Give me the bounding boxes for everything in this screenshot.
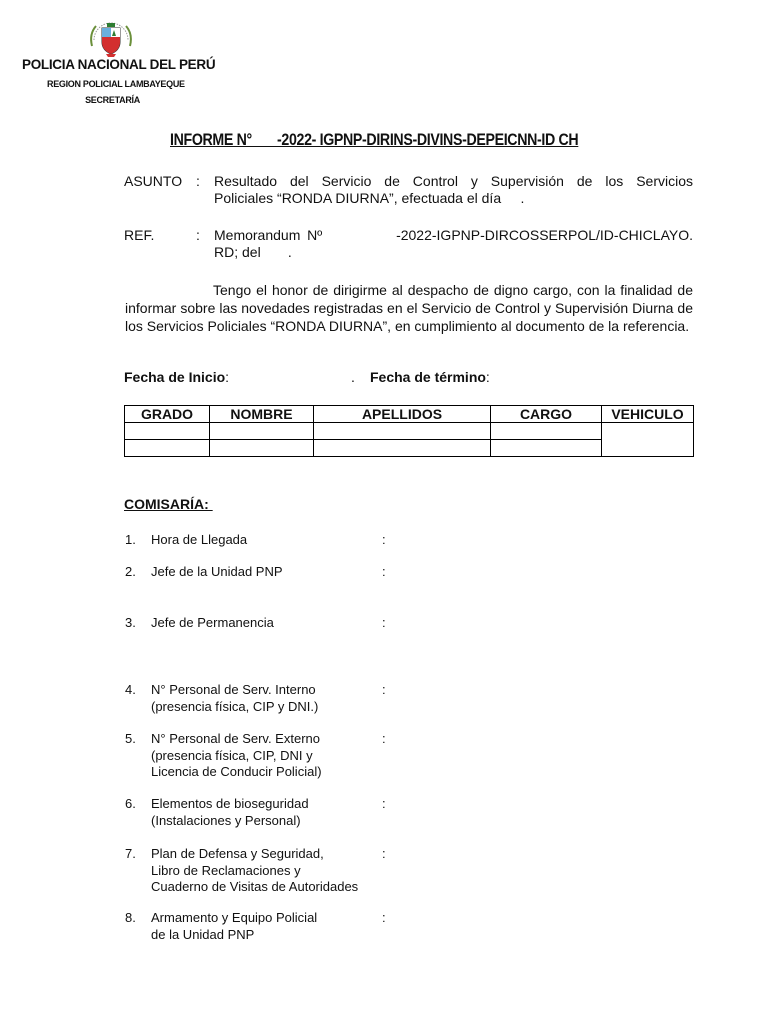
item-line: (presencia física, CIP y DNI.)	[151, 698, 319, 714]
col-grado: GRADO	[125, 406, 210, 423]
asunto-colon: :	[196, 173, 200, 189]
date-row	[124, 369, 229, 385]
item-number: 2.	[125, 564, 136, 579]
ref-colon: :	[196, 227, 200, 243]
peru-coat-of-arms-icon	[86, 10, 136, 60]
item-line: Libro de Reclamaciones y	[151, 862, 301, 878]
table-cell	[125, 440, 210, 457]
item-colon: :	[382, 731, 386, 746]
office-name: SECRETARÍA	[85, 95, 140, 105]
ref-label: REF.	[124, 227, 155, 243]
item-colon: :	[382, 910, 386, 925]
col-apellidos: APELLIDOS	[314, 406, 491, 423]
item-number: 5.	[125, 731, 136, 746]
item-line: (Instalaciones y Personal)	[151, 812, 301, 828]
item-text	[151, 682, 318, 715]
table-cell	[314, 423, 491, 440]
item-colon: :	[382, 796, 386, 811]
item-line: Armamento y Equipo Policial	[151, 910, 318, 925]
region-name: REGION POLICIAL LAMBAYEQUE	[47, 79, 185, 89]
col-vehiculo: VEHICULO	[602, 406, 694, 423]
end-date	[370, 369, 490, 385]
table-cell	[210, 423, 314, 440]
start-date-sep: :	[225, 369, 230, 385]
item-text	[151, 615, 274, 632]
item-text	[151, 846, 358, 896]
item-line: Plan de Defensa y Seguridad,	[151, 846, 324, 861]
table-cell	[125, 423, 210, 440]
item-line: Elementos de bioseguridad	[151, 796, 309, 811]
org-name: POLICIA NACIONAL DEL PERÚ	[22, 57, 216, 72]
item-colon: :	[382, 615, 386, 630]
ref-line-1: Memorandum Nº -2022-IGPNP-DIRCOSSERPOL/ID-CHICLAYO.	[214, 227, 693, 243]
personnel-table	[124, 405, 694, 457]
item-colon: :	[382, 564, 386, 579]
item-line: Jefe de la Unidad PNP	[151, 564, 283, 579]
asunto-line-1: Resultado del Servicio de Control y Supervisión de los Servicios	[214, 173, 693, 189]
comisaria-heading: COMISARÍA:	[124, 496, 213, 512]
item-text	[151, 910, 317, 943]
item-number: 8.	[125, 910, 136, 925]
report-title: INFORME N° -2022- IGPNP-DIRINS-DIVINS-DEPEICNN-ID CH	[170, 131, 579, 149]
item-colon: :	[382, 846, 386, 861]
asunto-label: ASUNTO	[124, 173, 183, 189]
start-date-label: Fecha de Inicio	[124, 369, 226, 385]
item-line: N° Personal de Serv. Externo	[151, 731, 320, 746]
item-line: Hora de Llegada	[151, 532, 248, 547]
body-paragraph: Tengo el honor de dirigirme al despacho de digno cargo, con la finalidad de informar sobre las novedades registradas en el Servicio de Control y Supervisión Diurna de los Servicios Policiales “RONDA DIURNA”, en cumplimiento al documento de la referencia.	[125, 282, 693, 334]
item-colon: :	[382, 532, 386, 547]
item-line: Cuaderno de Visitas de Autoridades	[151, 879, 359, 894]
ref-line-2: RD; del .	[214, 244, 292, 260]
table-header-row	[125, 406, 694, 423]
item-text	[151, 564, 283, 581]
table-cell-vehiculo	[602, 423, 694, 457]
item-number: 7.	[125, 846, 136, 861]
col-cargo: CARGO	[491, 406, 602, 423]
table-cell	[314, 440, 491, 457]
item-text	[151, 731, 322, 781]
date-dot: .	[351, 369, 355, 385]
item-line: Jefe de Permanencia	[151, 615, 274, 630]
end-date-label: Fecha de término	[370, 369, 486, 385]
item-number: 4.	[125, 682, 136, 697]
item-line: de la Unidad PNP	[151, 926, 255, 942]
item-line: Licencia de Conducir Policial)	[151, 764, 322, 779]
item-text	[151, 796, 309, 829]
item-line: (presencia física, CIP, DNI y	[151, 747, 313, 763]
item-number: 3.	[125, 615, 136, 630]
table-row	[125, 423, 694, 440]
item-line: N° Personal de Serv. Interno	[151, 682, 316, 697]
table-cell	[491, 440, 602, 457]
table-cell	[210, 440, 314, 457]
table-cell	[491, 423, 602, 440]
item-text	[151, 532, 247, 549]
end-date-sep: :	[485, 369, 490, 385]
item-colon: :	[382, 682, 386, 697]
col-nombre: NOMBRE	[210, 406, 314, 423]
item-number: 6.	[125, 796, 136, 811]
item-number: 1.	[125, 532, 136, 547]
asunto-line-2: Policiales “RONDA DIURNA”, efectuada el día .	[214, 190, 525, 206]
